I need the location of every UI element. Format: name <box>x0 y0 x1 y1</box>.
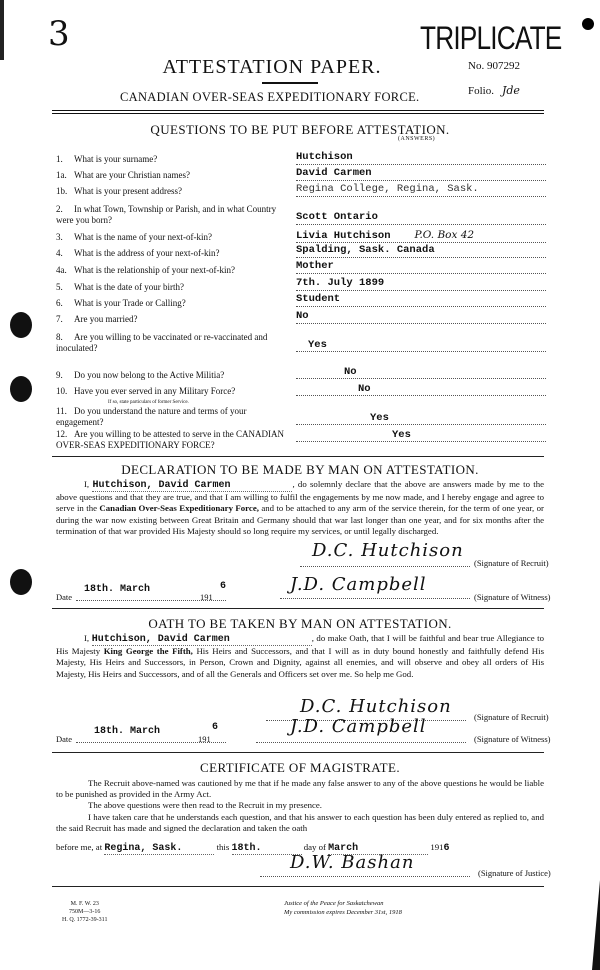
regimental-number: No. 907292 <box>468 60 520 72</box>
folio: Folio. Jde <box>468 84 520 97</box>
certificate-place-line: before me, at Regina, Sask. this 18th. day of March 1916 <box>56 842 450 854</box>
question-1b: 1b. What is your present address? <box>56 186 182 196</box>
oath-witness-signature-label: (Signature of Witness) <box>474 734 551 744</box>
certificate-heading: CERTIFICATE OF MAGISTRATE. <box>200 760 400 775</box>
oath-date-label: Date <box>56 734 73 744</box>
scan-edge-shadow <box>592 880 600 970</box>
question-11: 11. Do you understand the nature and terms of your engagement? <box>56 406 247 427</box>
answer-birth-date: 7th. July 1899 <box>296 276 546 291</box>
question-8: 8. Are you willing to be vaccinated or re-vaccinated and inoculated? <box>56 332 268 353</box>
question-4a: 4a. What is the relationship of your next-of-kin? <box>56 265 235 275</box>
declaration-date: 18th. March <box>84 584 151 595</box>
oath-witness-signature-line <box>256 742 466 743</box>
question-10: 10. Have you ever served in any Military Force? If so, state particulars of former Service. <box>56 386 292 408</box>
declaration-heading: DECLARATION TO BE MADE BY MAN ON ATTESTATION. <box>121 462 479 477</box>
punch-hole <box>10 569 32 595</box>
year-suffix: 6 <box>220 581 227 592</box>
justice-signature: D.W. Bashan <box>290 852 415 873</box>
certificate-place: Regina, Sask. <box>104 843 214 855</box>
form-code: M. F. W. 23 750M—3-16 H. Q. 1772-39-311 <box>62 901 108 923</box>
section-rule <box>52 752 544 753</box>
answer-married: No <box>296 309 546 324</box>
oath-text: I, Hutchison, David Carmen , do make Oath, that I will be faithful and bear true Allegiance to His Majesty King George the Fifth, His Heirs and Successors, and that I will as in duty bound honestly and faithfully defend His Majesty, His Heirs and Successors, in Person, Crown and Dignity, against all enemies, and will observe and obey all orders of His Majesty, His Heirs and Successors, and of all the Generals and Officers set over me. So help me God. <box>56 633 545 679</box>
punch-hole <box>10 312 32 338</box>
certificate-day: 18th. <box>232 843 302 855</box>
title-rule <box>262 82 318 84</box>
ink-dot <box>582 18 594 30</box>
witness-signature: J.D. Campbell <box>290 574 427 595</box>
justice-signature-label: (Signature of Justice) <box>478 868 551 878</box>
answer-next-of-kin-address: Spalding, Sask. Canada <box>296 243 546 258</box>
answer-relationship: Mother <box>296 259 546 274</box>
document-title: ATTESTATION PAPER. <box>162 56 382 78</box>
question-3: 3. What is the name of your next-of-kin? <box>56 232 212 242</box>
year-prefix: 191 <box>200 592 213 602</box>
folio-value: Jde <box>501 84 520 97</box>
certificate-month: March <box>328 843 428 855</box>
section-rule <box>52 608 544 609</box>
question-1a: 1a. What are your Christian names? <box>56 170 190 180</box>
answer-next-of-kin: Livia Hutchison P.O. Box 42 <box>296 228 546 243</box>
recruit-signature: D.C. Hutchison <box>312 540 464 561</box>
answers-label: (ANSWERS) <box>398 136 436 142</box>
oath-year-suffix: 6 <box>212 722 219 733</box>
witness-signature-line <box>280 598 470 599</box>
question-7: 7. Are you married? <box>56 314 138 324</box>
declaration-date-label: Date <box>56 592 73 602</box>
question-12: 12. Are you willing to be attested to serve in the CANADIAN OVER-SEAS EXPEDITIONARY FORCE? <box>56 429 284 450</box>
recruit-signature-line <box>300 566 470 567</box>
oath-witness-signature: J.D. Campbell <box>290 716 427 737</box>
scan-edge-shadow <box>0 0 4 60</box>
header-rule <box>52 110 544 114</box>
witness-signature-label: (Signature of Witness) <box>474 592 551 602</box>
answer-willing-attested: Yes <box>296 428 546 442</box>
answer-active-militia: No <box>296 365 546 379</box>
questions-heading: QUESTIONS TO BE PUT BEFORE ATTESTATION. <box>150 122 450 137</box>
triplicate-stamp: TRIPLICATE <box>420 20 562 56</box>
answer-understand-engagement: Yes <box>296 411 546 425</box>
answer-christian-names: David Carmen <box>296 166 546 181</box>
oath-date: 18th. March <box>94 726 161 737</box>
oath-heading: OATH TO BE TAKEN BY MAN ON ATTESTATION. <box>148 616 452 631</box>
punch-hole <box>10 376 32 402</box>
justice-signature-line <box>260 876 470 877</box>
oath-name: Hutchison, David Carmen <box>92 634 312 646</box>
oath-recruit-signature-label: (Signature of Recruit) <box>474 712 549 722</box>
answer-birthplace: Scott Ontario <box>296 210 546 225</box>
declaration-text: I, Hutchison, David Carmen , do solemnly declare that the above are answers made by me to the above questions and that they are true, and that I am willing to fulfil the engagements by me now made, and I hereby engage and agree to serve in the Canadian Over-Seas Expeditionary Force, and to be attached to any arm of the service therein, for the term of one year, or during the war now existing between Great Britain and Germany should that war last longer than one year, and for six months after the termination of that war provided His Majesty should so long require my services, or until legally discharged. <box>56 479 544 536</box>
answer-military-force: No <box>296 382 546 396</box>
question-4: 4. What is the address of your next-of-kin? <box>56 248 220 258</box>
handwritten-annotation: P.O. Box 42 <box>414 229 475 241</box>
answer-trade: Student <box>296 292 546 307</box>
question-10-note: If so, state particulars of former Service. <box>108 400 189 405</box>
answer-vaccinated: Yes <box>296 338 546 352</box>
page-marker: 3 <box>48 14 70 54</box>
declaration-name: Hutchison, David Carmen <box>92 480 292 492</box>
question-5: 5. What is the date of your birth? <box>56 282 184 292</box>
justice-stamp: Justice of the Peace for Saskatchewan My commission expires December 31st, 1918 <box>284 900 402 916</box>
answer-surname: Hutchison <box>296 150 546 165</box>
document-subtitle: CANADIAN OVER-SEAS EXPEDITIONARY FORCE. <box>120 90 420 104</box>
footer-rule <box>52 886 544 887</box>
question-2: 2. In what Town, Township or Parish, and in what Country were you born? <box>56 204 277 225</box>
section-rule <box>52 456 544 457</box>
oath-year-prefix: 191 <box>198 734 211 744</box>
certificate-text: The Recruit above-named was cautioned by me that if he made any false answer to any of the above questions he would be liable to be punished as provided in the Army Act. The above questions were then read to the Recruit in my presence. I have taken care that he understands each question, and that his answer to each question has been duly entered as replied to, and the said Recruit has made and signed the declaration and taken the oath <box>56 778 544 833</box>
question-1: 1. What is your surname? <box>56 154 158 164</box>
recruit-signature-label: (Signature of Recruit) <box>474 558 549 568</box>
answer-present-address: Regina College, Regina, Sask. <box>296 182 546 197</box>
oath-recruit-signature: D.C. Hutchison <box>300 696 452 717</box>
question-6: 6. What is your Trade or Calling? <box>56 298 186 308</box>
question-9: 9. Do you now belong to the Active Militia? <box>56 370 225 380</box>
